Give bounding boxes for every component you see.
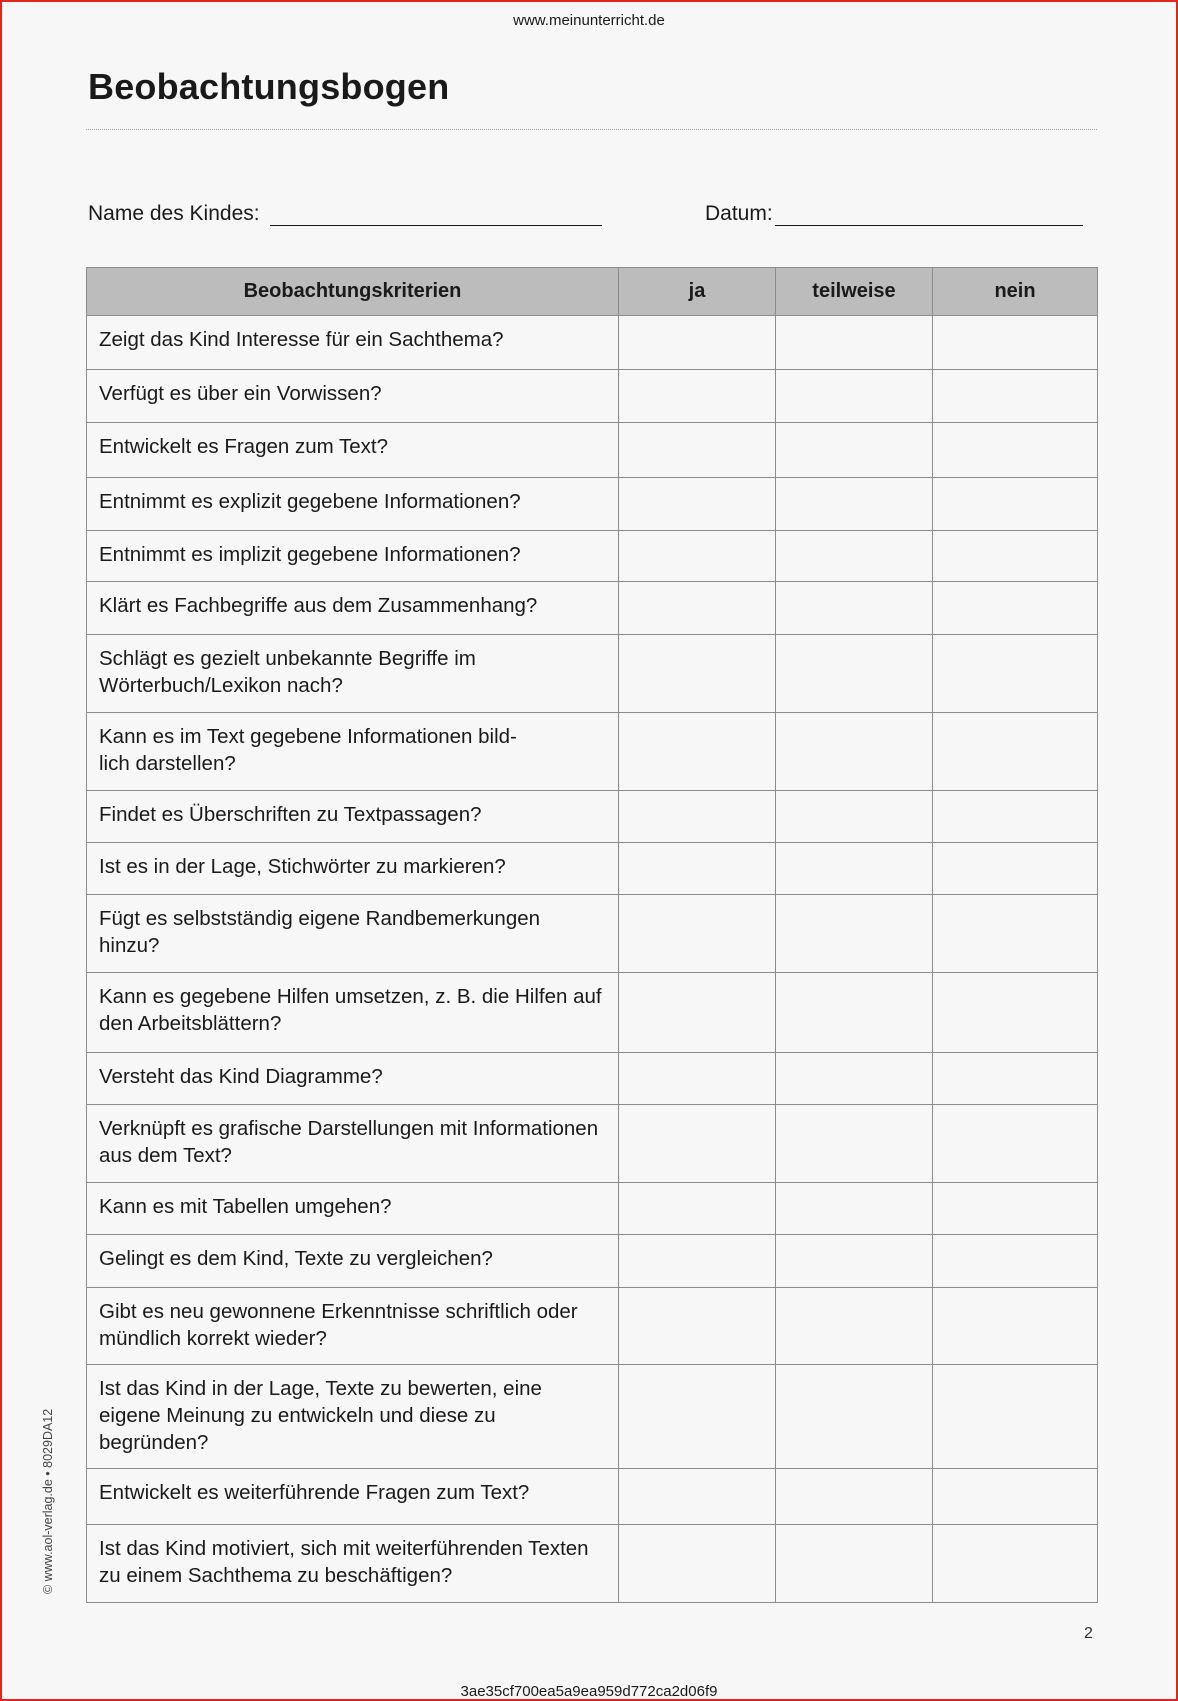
checkbox-cell-nein[interactable] [933, 423, 1098, 478]
criterion-text: Entwickelt es weiterführende Fragen zum Text? [87, 1469, 619, 1525]
checkbox-cell-nein[interactable] [933, 531, 1098, 582]
checkbox-cell-ja[interactable] [619, 316, 776, 370]
checkbox-cell-teilweise[interactable] [776, 478, 933, 531]
page-number: 2 [1084, 1625, 1093, 1642]
checkbox-cell-ja[interactable] [619, 791, 776, 843]
table-row [87, 1053, 1098, 1105]
table-row [87, 478, 1098, 531]
criterion-text: Verfügt es über ein Vorwissen? [87, 370, 619, 423]
checkbox-cell-teilweise[interactable] [776, 423, 933, 478]
checkbox-cell-nein[interactable] [933, 1525, 1098, 1603]
checkbox-cell-ja[interactable] [619, 1288, 776, 1365]
criterion-text: Versteht das Kind Diagramme? [87, 1053, 619, 1105]
checkbox-cell-ja[interactable] [619, 370, 776, 423]
checkbox-cell-ja[interactable] [619, 843, 776, 895]
checkbox-cell-ja[interactable] [619, 1105, 776, 1183]
criterion-text: Ist das Kind in der Lage, Texte zu bewerten, eine eigene Meinung zu entwickeln und diese zu begründen? [87, 1365, 619, 1469]
checkbox-cell-teilweise[interactable] [776, 1183, 933, 1235]
table-row [87, 1183, 1098, 1235]
checkbox-cell-ja[interactable] [619, 973, 776, 1053]
criterion-text: Findet es Überschriften zu Textpassagen? [87, 791, 619, 843]
checkbox-cell-nein[interactable] [933, 1183, 1098, 1235]
criterion-text: Schlägt es gezielt unbekannte Begriffe im Wörterbuch/Lexikon nach? [87, 635, 619, 713]
name-blank-line[interactable] [270, 203, 602, 226]
table-row [87, 791, 1098, 843]
criterion-text: Entnimmt es implizit gegebene Informationen? [87, 531, 619, 582]
checkbox-cell-ja[interactable] [619, 582, 776, 635]
table-row [87, 370, 1098, 423]
checkbox-cell-nein[interactable] [933, 1053, 1098, 1105]
table-row [87, 1469, 1098, 1525]
criterion-text: Kann es mit Tabellen umgehen? [87, 1183, 619, 1235]
checkbox-cell-teilweise[interactable] [776, 635, 933, 713]
checkbox-cell-nein[interactable] [933, 791, 1098, 843]
checkbox-cell-teilweise[interactable] [776, 316, 933, 370]
date-label: Datum: [705, 202, 773, 225]
table-row [87, 1235, 1098, 1288]
site-url: www.meinunterricht.de [513, 12, 665, 29]
checkbox-cell-ja[interactable] [619, 531, 776, 582]
checkbox-cell-nein[interactable] [933, 635, 1098, 713]
checkbox-cell-nein[interactable] [933, 973, 1098, 1053]
header-teilweise: teilweise [776, 268, 933, 316]
table-row [87, 895, 1098, 973]
checkbox-cell-ja[interactable] [619, 1469, 776, 1525]
checkbox-cell-teilweise[interactable] [776, 531, 933, 582]
checkbox-cell-nein[interactable] [933, 843, 1098, 895]
title-divider [86, 129, 1097, 130]
checkbox-cell-teilweise[interactable] [776, 582, 933, 635]
checkbox-cell-nein[interactable] [933, 1235, 1098, 1288]
checkbox-cell-teilweise[interactable] [776, 973, 933, 1053]
checkbox-cell-teilweise[interactable] [776, 1105, 933, 1183]
checkbox-cell-teilweise[interactable] [776, 791, 933, 843]
checkbox-cell-ja[interactable] [619, 895, 776, 973]
criterion-text: Fügt es selbstständig eigene Randbemerkungen hinzu? [87, 895, 619, 973]
checkbox-cell-nein[interactable] [933, 1469, 1098, 1525]
criterion-text: Zeigt das Kind Interesse für ein Sachthema? [87, 316, 619, 370]
page-title: Beobachtungsbogen [88, 66, 450, 107]
table-row [87, 635, 1098, 713]
checkbox-cell-ja[interactable] [619, 1183, 776, 1235]
observation-table [86, 267, 1098, 1603]
table-row [87, 1365, 1098, 1469]
table-row [87, 316, 1098, 370]
checkbox-cell-ja[interactable] [619, 1053, 776, 1105]
criterion-text: Verknüpft es grafische Darstellungen mit Informationen aus dem Text? [87, 1105, 619, 1183]
checkbox-cell-nein[interactable] [933, 370, 1098, 423]
checkbox-cell-teilweise[interactable] [776, 370, 933, 423]
table-row [87, 713, 1098, 791]
publisher-credit: © www.aol-verlag.de • 8029DA12 [41, 1408, 55, 1594]
checkbox-cell-nein[interactable] [933, 582, 1098, 635]
header-criteria: Beobachtungskriterien [87, 268, 619, 316]
criterion-text: Klärt es Fachbegriffe aus dem Zusammenhang? [87, 582, 619, 635]
criterion-text: Entnimmt es explizit gegebene Informationen? [87, 478, 619, 531]
criterion-text: Gelingt es dem Kind, Texte zu vergleichen? [87, 1235, 619, 1288]
checkbox-cell-teilweise[interactable] [776, 1288, 933, 1365]
criterion-text: Ist das Kind motiviert, sich mit weiterführenden Texten zu einem Sachthema zu beschäftigen? [87, 1525, 619, 1603]
checkbox-cell-teilweise[interactable] [776, 1235, 933, 1288]
checkbox-cell-ja[interactable] [619, 635, 776, 713]
checkbox-cell-nein[interactable] [933, 478, 1098, 531]
checkbox-cell-nein[interactable] [933, 1288, 1098, 1365]
table-row [87, 973, 1098, 1053]
table-row [87, 423, 1098, 478]
checkbox-cell-teilweise[interactable] [776, 1469, 933, 1525]
table-body [87, 316, 1098, 1603]
header-ja: ja [619, 268, 776, 316]
checkbox-cell-ja[interactable] [619, 1525, 776, 1603]
checkbox-cell-ja[interactable] [619, 423, 776, 478]
header-nein: nein [933, 268, 1098, 316]
date-field [705, 202, 1083, 226]
checkbox-cell-teilweise[interactable] [776, 713, 933, 791]
name-field [88, 202, 602, 226]
criterion-text: Kann es im Text gegebene Informationen bild- lich darstellen? [87, 713, 619, 791]
criterion-text: Ist es in der Lage, Stichwörter zu markieren? [87, 843, 619, 895]
table-row [87, 1288, 1098, 1365]
document-hash: 3ae35cf700ea5a9ea959d772ca2d06f9 [460, 1683, 718, 1700]
checkbox-cell-ja[interactable] [619, 713, 776, 791]
checkbox-cell-ja[interactable] [619, 1235, 776, 1288]
table-row [87, 843, 1098, 895]
checkbox-cell-ja[interactable] [619, 1365, 776, 1469]
checkbox-cell-nein[interactable] [933, 895, 1098, 973]
date-blank-line[interactable] [775, 203, 1083, 226]
criterion-text: Gibt es neu gewonnene Erkenntnisse schriftlich oder mündlich korrekt wieder? [87, 1288, 619, 1365]
table-row [87, 582, 1098, 635]
checkbox-cell-teilweise[interactable] [776, 895, 933, 973]
criterion-text: Entwickelt es Fragen zum Text? [87, 423, 619, 478]
checkbox-cell-ja[interactable] [619, 478, 776, 531]
checkbox-cell-teilweise[interactable] [776, 843, 933, 895]
checkbox-cell-teilweise[interactable] [776, 1525, 933, 1603]
checkbox-cell-teilweise[interactable] [776, 1365, 933, 1469]
checkbox-cell-nein[interactable] [933, 1105, 1098, 1183]
table-row [87, 531, 1098, 582]
table-header-row [87, 268, 1098, 316]
table-row [87, 1105, 1098, 1183]
checkbox-cell-nein[interactable] [933, 316, 1098, 370]
checkbox-cell-nein[interactable] [933, 713, 1098, 791]
checkbox-cell-teilweise[interactable] [776, 1053, 933, 1105]
name-label: Name des Kindes: [88, 202, 260, 225]
criterion-text: Kann es gegebene Hilfen umsetzen, z. B. die Hilfen auf den Arbeitsblättern? [87, 973, 619, 1053]
table-row [87, 1525, 1098, 1603]
checkbox-cell-nein[interactable] [933, 1365, 1098, 1469]
